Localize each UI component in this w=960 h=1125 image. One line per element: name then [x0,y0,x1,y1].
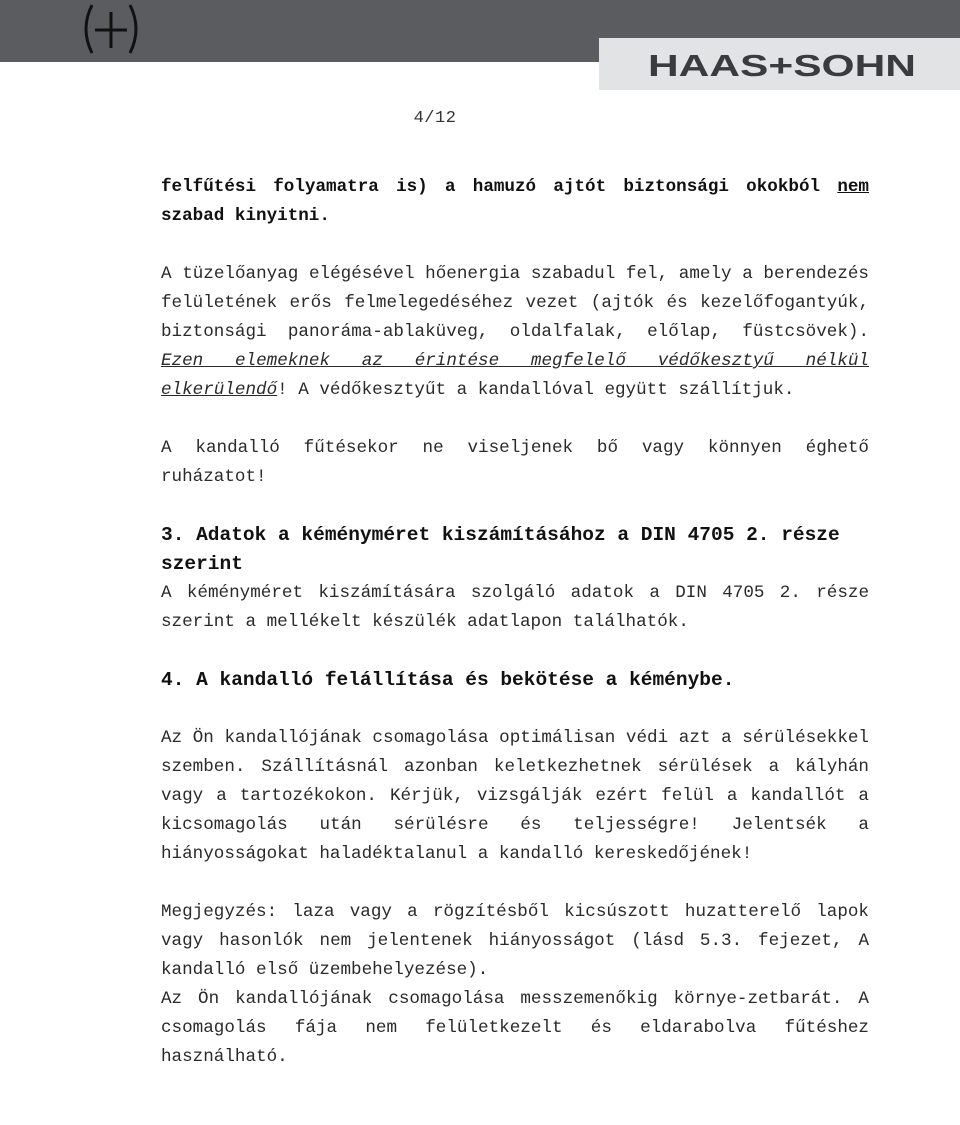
section-heading-4: 4. A kandalló felállítása és bekötése a kéménybe. [161,669,735,691]
paragraph-chimney-data: A kéményméret kiszámítására szolgáló adatok a DIN 4705 2. része szerint a mellékelt készülék adatlapon találhatók. [161,583,869,632]
brand-plus-icon [78,2,144,56]
paragraph-door-warning: felfűtési folyamatra is) a hamuzó ajtót biztonsági okokból nem szabad kinyitni. [161,177,869,226]
haas-sohn-logo [648,51,916,79]
paragraph-heat-surfaces: A tüzelőanyag elégésével hőenergia szabadul fel, amely a berendezés felületének erős felmelegedéséhez vezet (ajtók és kezelőfogantyúk, biztonsági panoráma-ablaküveg, oldalfalak, előlap, füstcsövek). Ezen elemeknek az érintése megfelelő védőkesztyű nélkül elkerülendő! A védőkesztyűt a kandallóval együtt szállítjuk. [161,264,869,400]
document-body [161,173,869,1072]
svg-text:HAAS+SOHN: HAAS+SOHN [648,51,916,79]
page-number: 4/12 [413,109,457,128]
paragraph-packaging-damage: Az Ön kandallójának csomagolása optimálisan védi azt a sérülésekkel szemben. Szállításnál azonban keletkezhetnek sérülések a kályhán vagy a tartozékokon. Kérjük, vizsgálják ezért felül a kandallót a kicsomagolás után sérülésre és teljességre! Jelentsék a hiányosságokat haladéktalanul a kandalló kereskedőjének! [161,728,869,864]
paragraph-note: Megjegyzés: laza vagy a rögzítésből kicsúszott huzatterelő lapok vagy hasonlók nem jelentenek hiányosságot (lásd 5.3. fejezet, A kandalló első üzembehelyezése). [161,902,869,980]
paragraph-clothing-warning: A kandalló fűtésekor ne viseljenek bő vagy könnyen éghető ruházatot! [161,438,869,487]
paragraph-packaging-eco: Az Ön kandallójának csomagolása messzemenőkig környe-zetbarát. A csomagolás fája nem felületkezelt és eldarabolva fűtéshez használható. [161,989,869,1067]
section-heading-3: 3. Adatok a kéményméret kiszámításához a DIN 4705 2. része szerint [161,524,840,575]
